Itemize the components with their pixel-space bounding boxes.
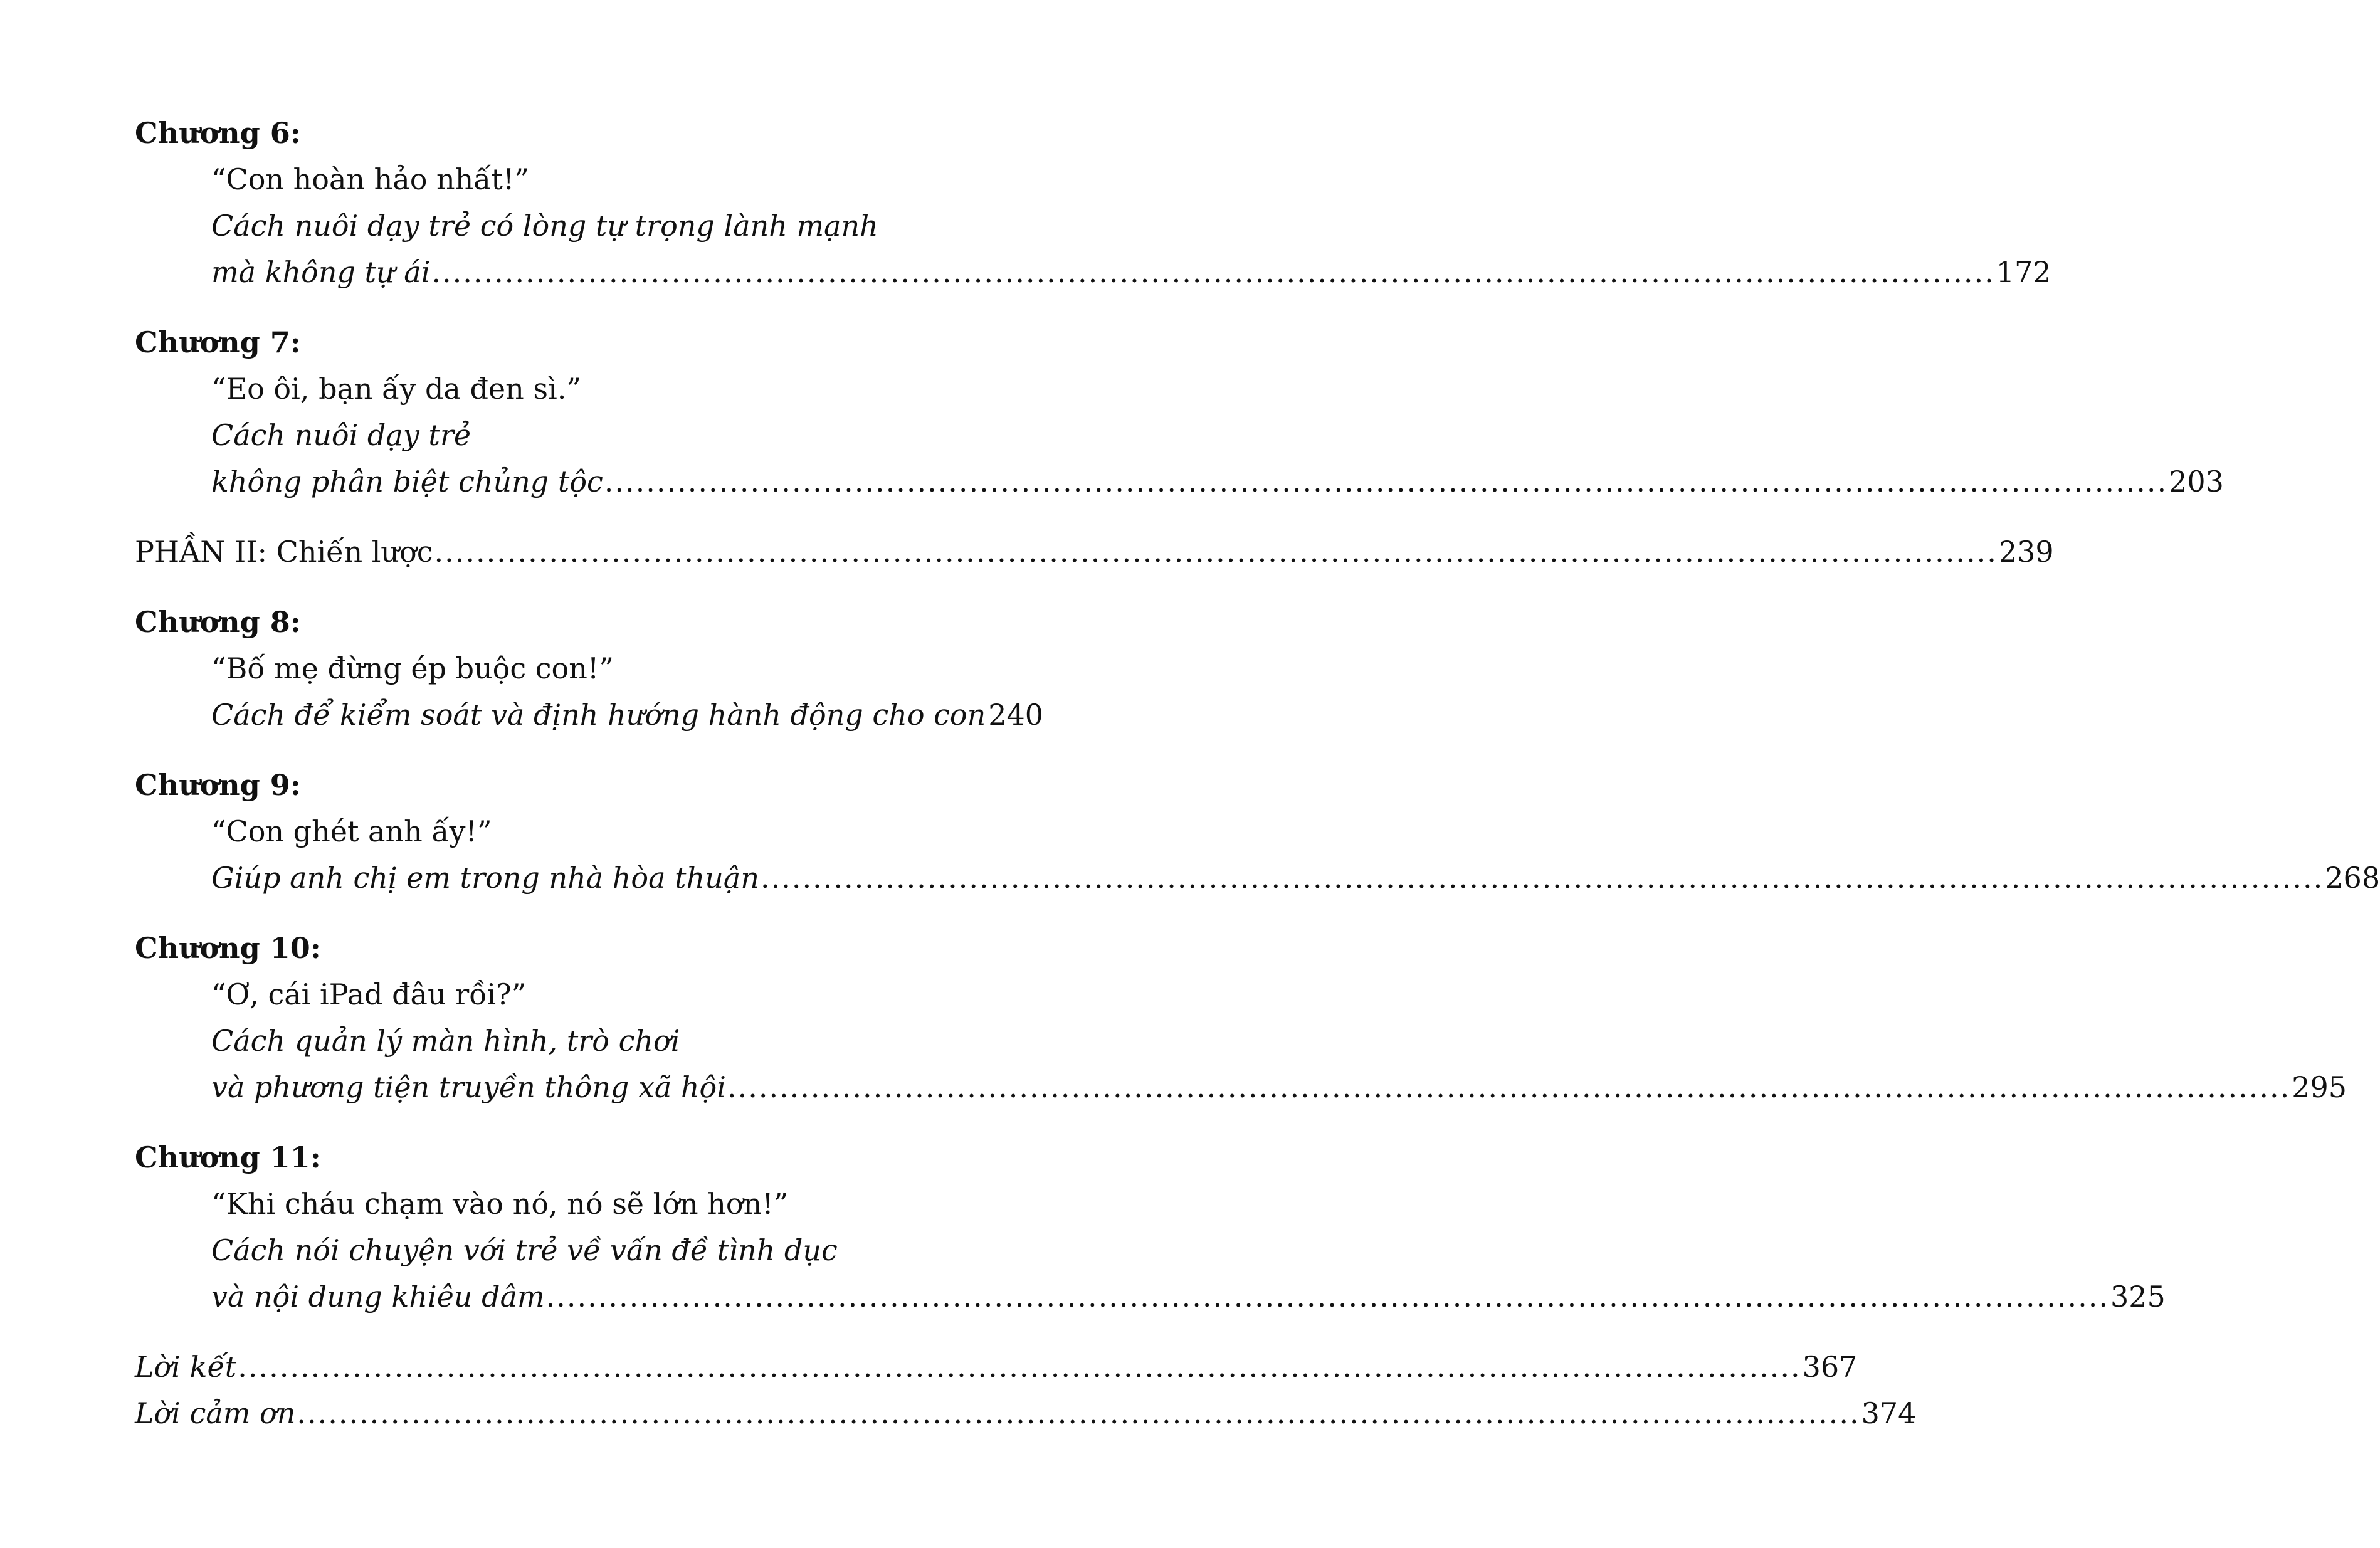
chapter-subtitle-end: và nội dung khiêu dâm [211, 1280, 545, 1314]
page-number: 240 [988, 698, 1044, 732]
chapter-label: Chương 11: [135, 1140, 321, 1174]
dot-leader: ...................................................................................................................................................... [297, 1396, 1860, 1430]
page-number: 295 [2292, 1070, 2347, 1104]
dot-leader: ...................................................................................................................................................... [238, 1350, 1801, 1384]
chapter-label: Chương 6: [135, 116, 301, 150]
chapter-subtitle-end: Cách để kiểm soát và định hướng hành động cho con [211, 698, 986, 732]
table-of-contents [135, 110, 2380, 1436]
page-number: 367 [1802, 1350, 1858, 1384]
chapter-subtitle-line [135, 692, 1044, 738]
chapter-quote: “Khi cháu chạm vào nó, nó sẽ lớn hơn!” [211, 1187, 789, 1221]
entry-title: Lời cảm ơn [135, 1396, 296, 1430]
back-matter [135, 1344, 1917, 1436]
chapter-subtitle-end: mà không tự ái [211, 255, 431, 289]
dot-leader: ...................................................................................................................................................... [431, 255, 1995, 289]
page-number: 325 [2110, 1280, 2166, 1314]
chapter-subtitle: Cách nuôi dạy trẻ có lòng tự trọng lành mạnh [211, 209, 878, 243]
part-label: PHẦN II [135, 535, 258, 569]
chapter-subtitle-line [135, 1273, 2166, 1320]
chapter-subtitle-end: không phân biệt chủng tộc [211, 465, 603, 498]
chapter-subtitle: Cách nuôi dạy trẻ [211, 418, 471, 452]
chapter-quote: “Con ghét anh ấy!” [211, 814, 492, 848]
chapter-subtitle-line [135, 249, 2051, 295]
chapter-label: Chương 8: [135, 605, 301, 639]
chapter-subtitle: Cách nói chuyện với trẻ về vấn đề tình dục [211, 1233, 838, 1267]
chapter-quote: “Con hoàn hảo nhất!” [211, 162, 529, 196]
chapter-label: Chương 9: [135, 768, 301, 802]
entry-title: Lời kết [135, 1350, 237, 1384]
page-number: 172 [1996, 255, 2051, 289]
toc-entry-chapter-10 [135, 925, 2347, 1110]
part-heading [135, 529, 433, 575]
toc-entry-chapter-11 [135, 1134, 2166, 1320]
chapter-quote: “Eo ôi, bạn ấy da đen sì.” [211, 372, 581, 406]
chapter-label: Chương 7: [135, 325, 301, 359]
chapter-subtitle-line [135, 1064, 2347, 1110]
dot-leader: ...................................................................................................................................................... [604, 465, 2168, 498]
dot-leader: ...................................................................................................................................................... [545, 1280, 2109, 1314]
toc-entry-part-2 [135, 529, 2054, 575]
chapter-subtitle-line [135, 855, 2380, 901]
toc-entry-chapter-7 [135, 319, 2224, 505]
chapter-subtitle-end: và phương tiện truyền thông xã hội [211, 1070, 726, 1104]
toc-entry-afterword [135, 1344, 1858, 1390]
chapter-quote: “Ơ, cái iPad đâu rồi?” [211, 977, 527, 1011]
page-number: 203 [2169, 465, 2224, 498]
chapter-subtitle: Cách quản lý màn hình, trò chơi [211, 1024, 680, 1058]
toc-entry-chapter-6 [135, 110, 2051, 295]
page-number: 268 [2325, 861, 2380, 895]
chapter-subtitle-end: Giúp anh chị em trong nhà hòa thuận [211, 861, 759, 895]
chapter-subtitle-line [135, 458, 2224, 505]
page-number: 374 [1861, 1396, 1917, 1430]
chapter-label: Chương 10: [135, 931, 321, 965]
dot-leader: ...................................................................................................................................................... [760, 861, 2324, 895]
dot-leader: ...................................................................................................................................................... [727, 1070, 2291, 1104]
chapter-quote: “Bố mẹ đừng ép buộc con!” [211, 651, 614, 685]
toc-entry-acknowledgements [135, 1390, 1917, 1436]
dot-leader: ...................................................................................................................................................... [434, 535, 1998, 569]
toc-entry-chapter-8 [135, 599, 1044, 738]
part-title: : Chiến lược [257, 535, 433, 569]
toc-entry-chapter-9 [135, 762, 2380, 901]
page-number: 239 [1998, 535, 2054, 569]
